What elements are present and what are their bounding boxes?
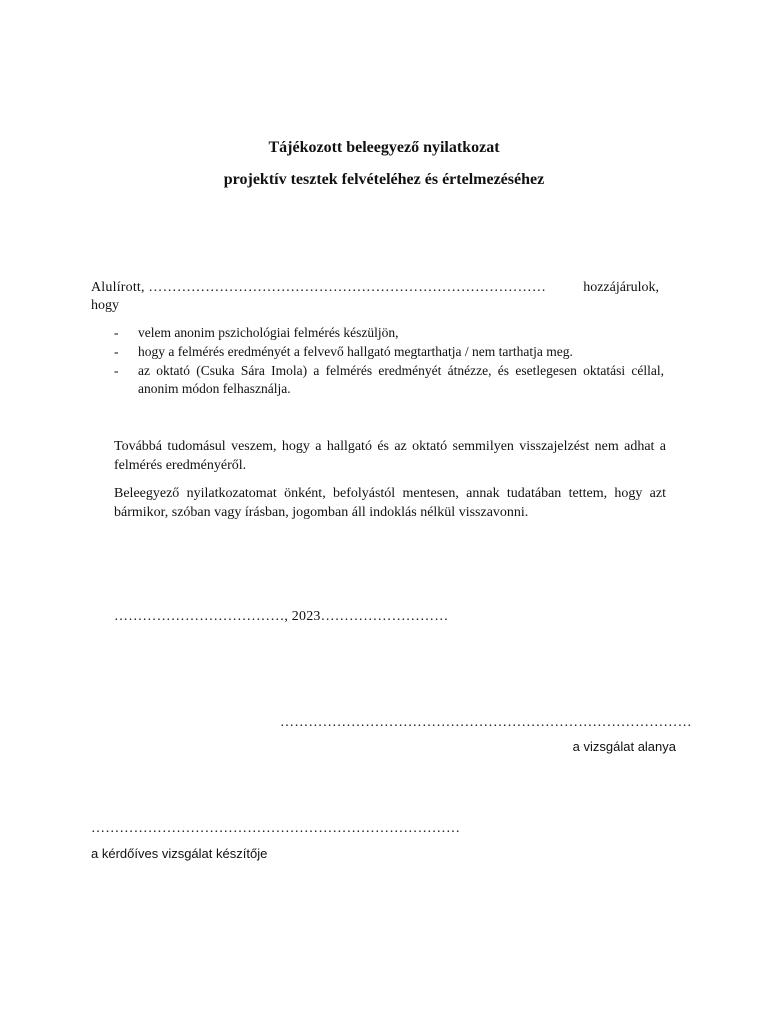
list-item-text: velem anonim pszichológiai felmérés készüljön,	[138, 325, 399, 340]
voluntary-paragraph: Beleegyező nyilatkozatomat önként, befolyástól mentesen, annak tudatában tettem, hogy azt bármikor, szóban vagy írásban, jogomban áll indoklás nélkül visszavonni.	[114, 486, 666, 520]
list-item-text: hogy a felmérés eredményét a felvevő hallgató megtarthatja / nem tarthatja meg.	[138, 344, 573, 359]
acknowledgement-paragraph: Továbbá tudomásul veszem, hogy a hallgató és az oktató semmilyen visszajelzést nem adhat a felmérés eredményéről.	[114, 439, 666, 473]
list-bullet: -	[114, 325, 119, 340]
intro-name-blank: Alulírott, …………………………………………………………………………	[91, 280, 547, 295]
intro-statement	[91, 279, 659, 315]
intro-continuation: hogy	[91, 298, 119, 313]
list-item	[114, 362, 664, 398]
consent-list	[114, 324, 664, 399]
subject-signature-label: a vizsgálat alanya	[572, 739, 676, 754]
list-item-text: az oktató (Csuka Sára Imola) a felmérés eredményét átnézze, és esetlegesen oktatási céllal, anonim módon felhasználja.	[138, 363, 664, 396]
place-date-line: ………………………………, 2023………………………	[114, 609, 449, 624]
intro-consent-word: hozzájárulok,	[583, 280, 659, 295]
list-item	[114, 324, 664, 342]
document-title: Tájékozott beleegyező nyilatkozat	[268, 139, 500, 156]
subject-signature-line: ……………………………………………………………………………	[280, 715, 692, 730]
list-item	[114, 343, 664, 361]
examiner-signature-line: ……………………………………………………………………	[91, 821, 461, 836]
list-bullet: -	[114, 363, 119, 378]
document-subtitle: projektív tesztek felvételéhez és értelmezéséhez	[223, 171, 545, 188]
list-bullet: -	[114, 344, 119, 359]
examiner-signature-label: a kérdőíves vizsgálat készítője	[91, 846, 268, 861]
